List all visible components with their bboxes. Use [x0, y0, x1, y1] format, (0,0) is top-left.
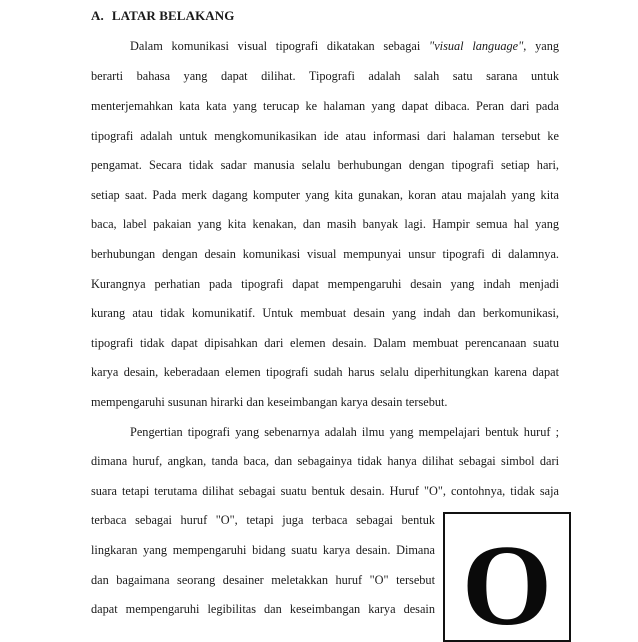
- paragraph-1-line-9: Kurangnya perhatian pada tipografi dapat mempengaruhi desain yang indah menjadi: [91, 277, 559, 291]
- section-heading: [91, 8, 234, 24]
- letter-o-figure: [443, 512, 571, 642]
- paragraph-1-line-12: karya desain, keberadaan elemen tipografi sudah harus selalu diperhitungkan karena dapat: [91, 365, 559, 379]
- paragraph-1-line-13: mempengaruhi susunan hirarki dan keseimbangan karya desain tersebut.: [91, 395, 448, 409]
- paragraph-1-line-8: berhubungan dengan desain komunikasi visual mempunyai unsur tipografi di dalamnya.: [91, 247, 559, 261]
- paragraph-1-line-3: menterjemahkan kata kata yang terucap ke halaman yang dapat dibaca. Peran dari pada: [91, 99, 559, 113]
- paragraph-1-line-6: setiap saat. Pada merk dagang komputer yang kita gunakan, koran atau majalah yang kita: [91, 188, 559, 202]
- paragraph-1-line-7: baca, label pakaian yang kita kenakan, dan masih banyak lagi. Hampir semua hal yang: [91, 217, 559, 231]
- paragraph-1-line-11: tipografi tidak dapat dipisahkan dari elemen desain. Dalam membuat perencanaan suatu: [91, 336, 559, 350]
- paragraph-1-line-4: tipografi adalah untuk mengkomunikasikan ide atau informasi dari halaman tersebut ke: [91, 129, 559, 143]
- section-number: A.: [91, 8, 104, 23]
- figure-letter: O: [461, 522, 553, 642]
- paragraph-1-line-10: kurang atau tidak komunikatif. Untuk membuat desain yang indah dan berkomunikasi,: [91, 306, 559, 320]
- paragraph-2-line-2: dimana huruf, angkan, tanda baca, dan sebagainya tidak hanya dilihat sebagai simbol dari: [91, 454, 559, 468]
- paragraph-1-line-1: Dalam komunikasi visual tipografi dikatakan sebagai "visual language", yang: [130, 39, 559, 53]
- paragraph-2-line-6: dan bagaimana seorang desainer meletakkan huruf "O" tersebut: [91, 573, 435, 587]
- paragraph-2-line-3: suara tetapi terutama dilihat sebagai suatu bentuk desain. Huruf "O", contohnya, tidak saja: [91, 484, 559, 498]
- paragraph-2-line-1: Pengertian tipografi yang sebenarnya adalah ilmu yang mempelajari bentuk huruf ;: [130, 425, 559, 439]
- paragraph-2-line-7: dapat mempengaruhi legibilitas dan keseimbangan karya desain: [91, 602, 435, 616]
- paragraph-1-line-2: berarti bahasa yang dapat dilihat. Tipografi adalah salah satu sarana untuk: [91, 69, 559, 83]
- paragraph-2-line-5: lingkaran yang mempengaruhi bidang suatu karya desain. Dimana: [91, 543, 435, 557]
- section-title: LATAR BELAKANG: [111, 8, 235, 23]
- paragraph-1-line-5: pengamat. Secara tidak sadar manusia selalu berhubungan dengan tipografi setiap hari,: [91, 158, 559, 172]
- paragraph-2-line-4: terbaca sebagai huruf "O", tetapi juga terbaca sebagai bentuk: [91, 513, 435, 527]
